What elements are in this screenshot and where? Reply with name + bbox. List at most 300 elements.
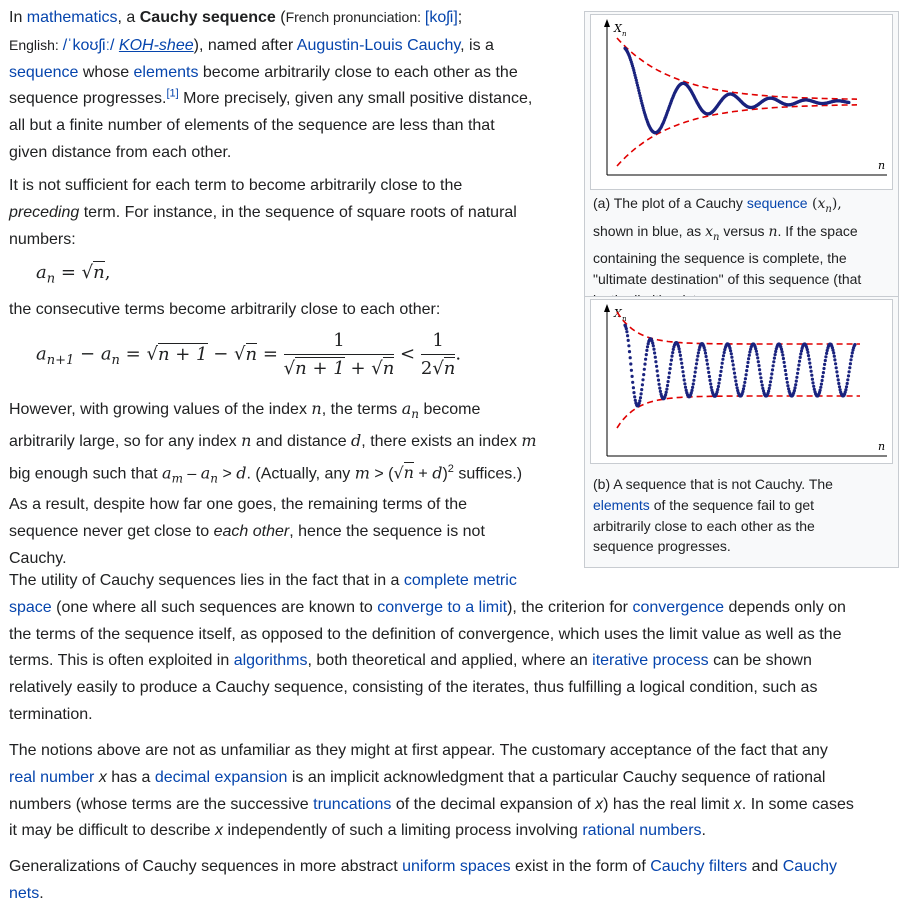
sequence-point	[825, 352, 828, 355]
sequence-point	[821, 375, 824, 378]
sequence-point	[694, 366, 697, 369]
sequence-point	[823, 363, 826, 366]
sequence-point	[722, 354, 725, 357]
var-a: a	[36, 343, 47, 365]
sequence-points	[623, 47, 850, 135]
sequence-point	[645, 349, 648, 352]
sequence-point	[757, 360, 760, 363]
sequence-point	[641, 378, 644, 381]
p6-line-2: real number x has a decimal expansion is an implicit acknowledgment that a particular Cauchy sequence of rational	[9, 768, 826, 786]
sequence-point	[819, 386, 822, 389]
sequence-point	[729, 349, 732, 352]
x-axis-label: n	[878, 440, 886, 453]
sequence-point	[851, 351, 854, 354]
sequence-point	[640, 392, 643, 395]
sequence-point	[730, 356, 733, 359]
sequence-point	[811, 381, 814, 384]
figure-b	[584, 296, 899, 568]
p6-line-3: numbers (whose terms are the successive truncations of the decimal expansion of x) has the real limit x. In some cases	[9, 795, 854, 813]
sequence-point	[707, 371, 710, 374]
p4-line-6: Cauchy.	[9, 549, 67, 567]
sequence-link[interactable]: sequence	[9, 63, 79, 81]
french-label: French pronunciation:	[285, 9, 425, 25]
sequence-point	[694, 371, 697, 374]
fraction	[284, 330, 395, 379]
sequence-point	[844, 388, 847, 391]
minus: −	[74, 343, 101, 365]
sequence-point	[806, 351, 809, 354]
text: In	[9, 9, 27, 26]
sequence-point	[658, 383, 661, 386]
sequence-point	[848, 366, 851, 369]
sequence-point	[626, 334, 629, 337]
sequence-points	[623, 324, 856, 408]
sequence-point	[695, 362, 698, 365]
cauchy-plot	[591, 15, 892, 189]
denominator: √n + 1 + √n	[283, 358, 395, 379]
sequence-point	[641, 383, 644, 386]
sequence-point	[846, 378, 849, 381]
sequence-point	[692, 379, 695, 382]
sequence-point	[638, 399, 641, 402]
y-axis-sub: n	[622, 315, 627, 323]
reference-link[interactable]: [1]	[166, 88, 179, 101]
sequence-point	[808, 358, 811, 361]
sequence-point	[747, 357, 750, 360]
sequence-point	[820, 383, 823, 386]
sequence-point	[721, 362, 724, 365]
sequence-point	[793, 389, 796, 392]
iterative-process-link[interactable]: iterative process	[592, 652, 709, 670]
p4-line-5: sequence never get close to each other, hence the sequence is not	[9, 522, 485, 540]
sequence-point	[630, 369, 633, 372]
sequence-point	[821, 379, 824, 382]
y-axis-label: X	[614, 307, 622, 320]
sequence-point	[768, 384, 771, 387]
sequence-point	[718, 378, 721, 381]
uniform-spaces-link[interactable]: uniform spaces	[402, 858, 511, 875]
sequence-point	[697, 351, 700, 354]
p2-line-3: numbers:	[9, 230, 76, 248]
fraction	[421, 330, 456, 379]
sequence-point	[845, 385, 848, 388]
subscript: n	[111, 353, 120, 369]
sequence-point	[629, 362, 632, 365]
sequence-point	[671, 351, 674, 354]
sequence-point	[808, 362, 811, 365]
sequence-point	[732, 367, 735, 370]
p4-line-3: big enough such that $a_m - a_n > d$. (Actually, any $m > (√n + d)^2$ suffices.)	[9, 462, 523, 486]
paragraph-6	[9, 738, 899, 845]
p5-line-1: The utility of Cauchy sequences lies in the fact that in a complete metric	[9, 572, 517, 589]
sequence-point	[736, 386, 739, 389]
intro-line-2	[9, 32, 579, 60]
sequence-point	[683, 382, 686, 385]
sequence-point	[734, 376, 737, 379]
sequence-point	[640, 388, 643, 391]
sequence-point	[836, 374, 839, 377]
sequence-point	[783, 365, 786, 368]
equals: =	[257, 343, 284, 365]
sequence-point	[837, 382, 840, 385]
sequence-point	[759, 372, 762, 375]
numerator: 1	[421, 330, 456, 355]
sequence-point	[721, 358, 724, 361]
sequence-point	[666, 384, 669, 387]
sequence-point	[782, 357, 785, 360]
sequence-point	[707, 367, 710, 370]
text: , is a	[460, 36, 494, 54]
sequence-point	[708, 375, 711, 378]
p7-line-2: nets.	[9, 884, 44, 902]
respell-link[interactable]: KOH-shee	[118, 36, 194, 54]
p5-line-2: space (one where all such sequences are known to converge to a limit), the criterion for convergence depends only on	[9, 598, 846, 616]
text: become arbitrarily close to each other as the	[198, 63, 518, 81]
sequence-point	[760, 380, 763, 383]
sequence-point	[784, 369, 787, 372]
sequence-point	[833, 355, 836, 358]
complete-metric-link[interactable]: complete metric	[403, 572, 517, 589]
x-axis-label: n	[878, 159, 886, 172]
radicand: n	[443, 358, 456, 379]
p4-line-1: However, with growing values of the index n, the terms $a_n$ become	[9, 399, 481, 422]
sequence-point	[831, 349, 834, 352]
text: ;	[457, 9, 463, 26]
sequence-point	[696, 358, 699, 361]
sequence-point	[768, 387, 771, 390]
sequence-point	[652, 348, 655, 351]
sequence-point	[785, 377, 788, 380]
english-label: English:	[9, 36, 63, 53]
sequence-point	[643, 363, 646, 366]
sequence-point	[627, 339, 630, 342]
cauchy-nets-link[interactable]: Cauchy	[782, 858, 837, 875]
sequence-point	[773, 357, 776, 360]
intro-paragraph	[9, 4, 579, 167]
sequence-point	[653, 351, 656, 354]
minus: −	[207, 343, 235, 365]
sequence-point	[853, 343, 856, 346]
sequence-point	[705, 355, 708, 358]
sequence-point	[659, 390, 662, 393]
sequence-point	[719, 374, 722, 377]
sequence-point	[786, 381, 789, 384]
sequence-point	[678, 347, 681, 350]
sequence-point	[799, 352, 802, 355]
sequence-point	[774, 350, 777, 353]
sqrt-sign: √	[146, 343, 158, 365]
intro-line-5: all but a finite number of elements of the sequence are less than that	[9, 117, 495, 135]
figure-b-caption: (b) A sequence that is not Cauchy. The elements of the sequence fail to get arbitrarily close to each other as the sequence progresses.	[593, 476, 833, 555]
sequence-point	[634, 399, 637, 402]
sequence-point	[628, 350, 631, 353]
sequence-point	[822, 371, 825, 374]
sequence-point	[746, 365, 749, 368]
sequence-point	[734, 379, 737, 382]
intro-line-3	[9, 60, 579, 87]
text: , a	[117, 9, 140, 26]
sequence-point	[670, 359, 673, 362]
text: sequence progresses.	[9, 90, 167, 108]
less-than: <	[394, 343, 421, 365]
sequence-point	[834, 362, 837, 365]
sequence-point	[755, 353, 758, 356]
sequence-point	[682, 374, 685, 377]
p5-line-5: relatively easily to produce a Cauchy sequence, consisting of the iterates, thus fulfilling a logical condition, such as	[9, 679, 818, 697]
sequence-point	[833, 358, 836, 361]
emphasis: preceding	[9, 203, 80, 221]
var-a: a	[36, 262, 47, 283]
radicand: n	[245, 343, 258, 365]
sequence-point	[850, 355, 853, 358]
figure-a-caption: (a) The plot of a Cauchy sequence $(x_n)$, shown in blue, as $x_n$ versus n. If the space containing the sequence is complete, the "ultimate destination" of this sequence (that	[593, 195, 862, 287]
convergence-link[interactable]: convergence	[632, 598, 725, 616]
sequence-point	[654, 360, 657, 363]
sequence-point	[824, 359, 827, 362]
sequence-point	[835, 366, 838, 369]
text: More precisely, given any small positive distance,	[178, 90, 533, 108]
sequence-point	[755, 350, 758, 353]
sequence-point	[774, 353, 777, 356]
sequence-point	[642, 373, 645, 376]
sequence-point	[717, 385, 720, 388]
real-number-link[interactable]: real number	[9, 768, 95, 786]
space-link[interactable]: space	[9, 598, 52, 616]
paragraph-5	[9, 568, 899, 729]
paragraph-2	[9, 173, 579, 253]
intro-line-1	[9, 4, 579, 32]
elements-link[interactable]: elements	[133, 63, 199, 81]
english-ipa-link[interactable]: /ˈkoʊʃiː/	[62, 36, 115, 54]
sequence-point	[849, 358, 852, 361]
sequence-point	[658, 387, 661, 390]
sequence-point	[632, 391, 635, 394]
sequence-point	[761, 384, 764, 387]
paragraph-4	[9, 396, 579, 572]
sequence-point	[744, 377, 747, 380]
equals: =	[55, 262, 82, 283]
sequence-point	[667, 376, 670, 379]
sequence-point	[631, 375, 634, 378]
sequence-point	[743, 381, 746, 384]
sequence-point	[819, 389, 822, 392]
sequence-point	[680, 362, 683, 365]
algorithms-link[interactable]: algorithms	[233, 652, 308, 670]
cauchy-link[interactable]: Augustin-Louis Cauchy	[296, 36, 461, 54]
sequence-point	[796, 372, 799, 375]
sequence-point	[848, 370, 851, 373]
sequence-point	[745, 373, 748, 376]
sequence-point	[786, 384, 789, 387]
sequence-point	[657, 379, 660, 382]
sequence-point	[691, 386, 694, 389]
sequence-point	[772, 364, 775, 367]
radicand: n + 1	[157, 343, 208, 365]
equals: =	[119, 343, 147, 365]
sequence-point	[759, 376, 762, 379]
sequence-point	[639, 396, 642, 399]
equation-sqrt	[36, 262, 110, 287]
figure-a	[584, 11, 899, 299]
sequence-point	[710, 386, 713, 389]
sequence-point	[846, 382, 849, 385]
sequence-point	[793, 386, 796, 389]
subscript: n+1	[46, 353, 75, 369]
converge-link[interactable]: converge to a limit	[377, 598, 508, 616]
sequence-point	[665, 391, 668, 394]
paragraph-3: the consecutive terms become arbitrarily close to each other:	[9, 301, 441, 318]
sequence-point	[795, 380, 798, 383]
sequence-point	[668, 371, 671, 374]
p2-line-2	[9, 200, 579, 227]
comma: ,	[104, 262, 111, 283]
sequence-point	[797, 368, 800, 371]
sequence-point	[822, 367, 825, 370]
coefficient: 2	[420, 358, 433, 379]
sequence-point	[633, 395, 636, 398]
period: .	[455, 343, 462, 365]
sequence-point	[681, 366, 684, 369]
sequence-point	[810, 374, 813, 377]
y-axis-label: X	[614, 22, 622, 35]
sequence-point	[799, 356, 802, 359]
sequence-point	[654, 356, 657, 359]
mathematics-link[interactable]: mathematics	[26, 9, 118, 26]
p5-line-4: terms. This is often exploited in algorithms, both theoretical and applied, where an iterative process can be shown	[9, 652, 812, 670]
sequence-point	[679, 358, 682, 361]
sequence-point	[746, 361, 749, 364]
equation-difference	[36, 330, 461, 379]
sequence-point	[758, 368, 761, 371]
sequence-point	[809, 366, 812, 369]
sequence-point	[690, 389, 693, 392]
sequence-point	[719, 370, 722, 373]
bold-term: Cauchy sequence	[139, 9, 276, 26]
cauchy-filters-link[interactable]: Cauchy filters	[650, 858, 748, 875]
sequence-point	[806, 348, 809, 351]
subscript: n	[46, 271, 56, 287]
figure-b-image[interactable]	[590, 299, 893, 464]
sequence-point	[656, 369, 659, 372]
plus: +	[344, 358, 372, 379]
sequence-point	[705, 359, 708, 362]
caption-elements-link[interactable]: elements	[593, 496, 650, 513]
sequence-point	[832, 351, 835, 354]
sequence-point	[847, 374, 850, 377]
sequence-point	[709, 382, 712, 385]
caption-sequence-link[interactable]: sequence	[746, 195, 808, 211]
text: whose	[78, 63, 134, 81]
sequence-point	[629, 356, 632, 359]
sequence-point	[651, 342, 654, 345]
radicand: n	[382, 358, 395, 379]
sqrt-sign: √	[81, 262, 94, 283]
sequence-point	[656, 374, 659, 377]
sequence-point	[812, 385, 815, 388]
sequence-point	[784, 373, 787, 376]
p2-line-1: It is not sufficient for each term to become arbitrarily close to the	[9, 177, 463, 194]
sequence-point	[669, 367, 672, 370]
sequence-point	[706, 363, 709, 366]
decimal-expansion-link[interactable]: decimal expansion	[154, 768, 288, 786]
sequence-point	[772, 360, 775, 363]
sequence-point	[655, 365, 658, 368]
envelope-line	[617, 312, 860, 344]
p4-line-2: arbitrarily large, so for any index n and distance d, there exists an index m	[9, 430, 537, 450]
sequence-point	[798, 360, 801, 363]
denominator: 2√n	[420, 358, 456, 379]
sequence-point	[723, 351, 726, 354]
intro-line-4	[9, 86, 579, 113]
sequence-point	[646, 345, 649, 348]
nets-link[interactable]: nets	[9, 884, 40, 902]
text: (	[275, 9, 286, 26]
envelope-line	[617, 105, 857, 166]
sequence-point	[720, 366, 723, 369]
sequence-point	[794, 383, 797, 386]
sequence-point	[757, 364, 760, 367]
sequence-point	[795, 376, 798, 379]
sequence-point	[742, 387, 745, 390]
sequence-point	[770, 372, 773, 375]
sequence-point	[767, 390, 770, 393]
radicand: n	[93, 262, 105, 283]
text: term. For instance, in the sequence of square roots of natural	[79, 203, 517, 221]
sequence-point	[678, 350, 681, 353]
sequence-point	[631, 381, 634, 384]
truncations-link[interactable]: truncations	[313, 795, 392, 813]
y-axis-sub: n	[622, 30, 627, 38]
sequence-point	[743, 384, 746, 387]
sequence-point	[716, 388, 719, 391]
p6-line-4: it may be difficult to describe x independently of such a limiting process involving rational numbers.	[9, 822, 706, 840]
sequence-point	[645, 353, 648, 356]
figure-a-image[interactable]	[590, 14, 893, 190]
sequence-point	[783, 361, 786, 364]
sequence-point	[781, 353, 784, 356]
sequence-point	[732, 363, 735, 366]
sequence-point	[652, 344, 655, 347]
sequence-point	[708, 379, 711, 382]
p6-line-1: The notions above are not as unfamiliar as they might at first appear. The customary acceptance of the fact that any	[9, 742, 828, 759]
sequence-point	[733, 372, 736, 375]
sequence-point	[696, 355, 699, 358]
sequence-point	[780, 348, 783, 351]
sequence-point	[643, 368, 646, 371]
radicand: n + 1	[295, 358, 345, 379]
sequence-point	[824, 355, 827, 358]
p7-line-1: Generalizations of Cauchy sequences in more abstract uniform spaces exist in the form of Cauchy filters and Cauchy	[9, 858, 837, 875]
p5-line-6: termination.	[9, 705, 93, 723]
sequence-point	[717, 382, 720, 385]
sequence-point	[693, 375, 696, 378]
rational-numbers-link[interactable]: rational numbers	[582, 822, 702, 840]
sequence-point	[730, 352, 733, 355]
intro-line-6: given distance from each other.	[9, 143, 232, 161]
sequence-point	[770, 376, 773, 379]
p5-line-3: the terms of the sequence itself, as opposed to the definition of convergence, which uses the limit value as well as the	[9, 625, 842, 643]
sequence-point	[811, 378, 814, 381]
sequence-point	[756, 356, 759, 359]
sequence-point	[667, 380, 670, 383]
sequence-point	[665, 388, 668, 391]
french-ipa-link[interactable]: [koʃi]	[424, 9, 458, 26]
sequence-point	[625, 327, 628, 330]
text: ), named after	[193, 36, 297, 54]
sequence-point	[810, 370, 813, 373]
sqrt-sign: √	[234, 343, 246, 365]
paragraph-7	[9, 854, 899, 908]
